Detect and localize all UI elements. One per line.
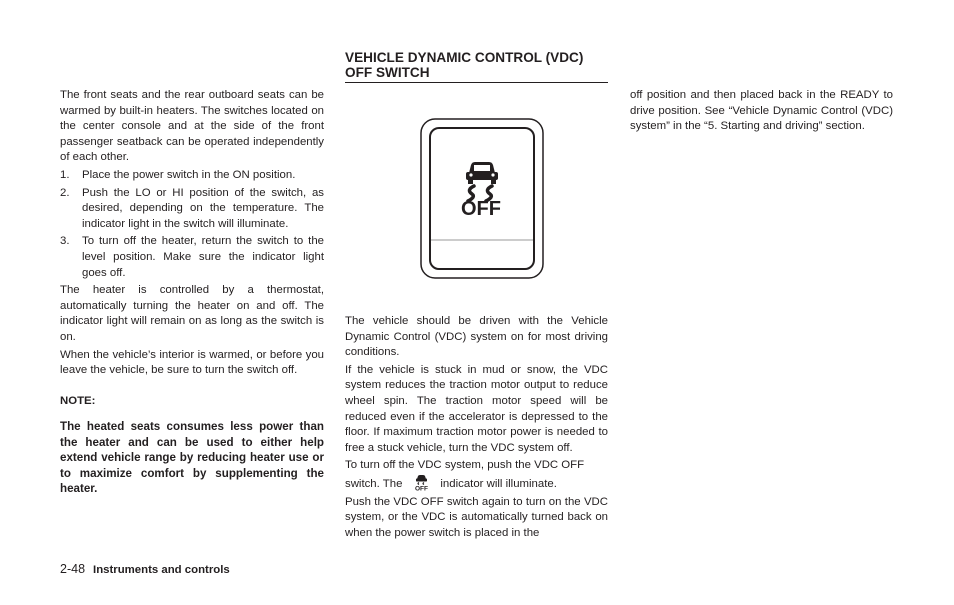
step-number: 3. <box>60 235 70 248</box>
inline-icon-off-label: OFF <box>415 485 429 491</box>
note-label: NOTE: <box>60 394 96 407</box>
step-item <box>60 186 324 233</box>
heading-line-2: OFF SWITCH <box>345 65 430 80</box>
heading-line-1: VEHICLE DYNAMIC CONTROL (VDC) <box>345 50 584 65</box>
seat-heater-steps <box>60 168 324 281</box>
warmed-paragraph: When the vehicle’s interior is warmed, or before you leave the vehicle, be sure to turn the switch off. <box>60 348 324 377</box>
vdc-paragraph-4: Push the VDC OFF switch again to turn on the VDC system, or the VDC is automatically turned back on when the power switch is placed in the <box>345 495 608 539</box>
middle-column <box>345 314 608 543</box>
section-name: Instruments and controls <box>93 564 230 576</box>
section-heading <box>345 50 608 83</box>
vdc-paragraph-3-before: To turn off the VDC system, push the VDC OFF switch. The <box>345 459 585 490</box>
step-item <box>60 168 324 184</box>
step-item <box>60 234 324 281</box>
vdc-continuation-paragraph: off position and then placed back in the READY to drive position. See “Vehicle Dynamic Control (VDC) system” in the “5. Starting and driving” section. <box>630 89 893 133</box>
vdc-off-switch-illustration <box>420 118 544 279</box>
vdc-paragraph-3 <box>345 458 608 492</box>
vdc-off-switch-figure <box>420 118 544 279</box>
figure-off-label: OFF <box>461 198 501 220</box>
vdc-paragraph-3-after: indicator will illuminate. <box>440 477 557 490</box>
thermostat-paragraph: The heater is controlled by a thermostat, automatically turning the heater on and off. The indicator light will remain on as long as the switch is on. <box>60 284 324 343</box>
right-column <box>630 88 893 137</box>
step-number: 1. <box>60 168 70 181</box>
skid-car-icon <box>466 162 498 201</box>
step-text: To turn off the heater, return the switch to the level position. Make sure the indicator light goes off. <box>82 235 324 279</box>
step-number: 2. <box>60 186 70 199</box>
step-text: Place the power switch in the ON position. <box>82 168 296 181</box>
seat-heater-intro: The front seats and the rear outboard seats can be warmed by built-in heaters. The switches located on the center console and at the side of the front passenger seatback can be operated independently of each other. <box>60 89 324 164</box>
step-text: Push the LO or HI position of the switch, as desired, depending on the temperature. The indicator light in the switch will illuminate. <box>82 186 324 230</box>
vdc-off-indicator-icon <box>410 474 432 491</box>
vdc-paragraph-1: The vehicle should be driven with the Vehicle Dynamic Control (VDC) system on for most driving conditions. <box>345 315 608 359</box>
note-text: The heated seats consumes less power than the heater and can be used to either help extend vehicle range by reducing heater use or to maximize comfort by supplementing the heater. <box>60 420 324 496</box>
page-number: 2-48 <box>60 562 86 576</box>
page-footer <box>60 562 230 576</box>
left-column <box>60 88 324 497</box>
vdc-paragraph-2: If the vehicle is stuck in mud or snow, the VDC system reduces the traction motor output to reduce wheel spin. The traction motor speed will be reduced even if the accelerator is depressed to the floor. If maximum traction motor power is needed to free a stuck vehicle, turn the VDC system off. <box>345 363 608 454</box>
